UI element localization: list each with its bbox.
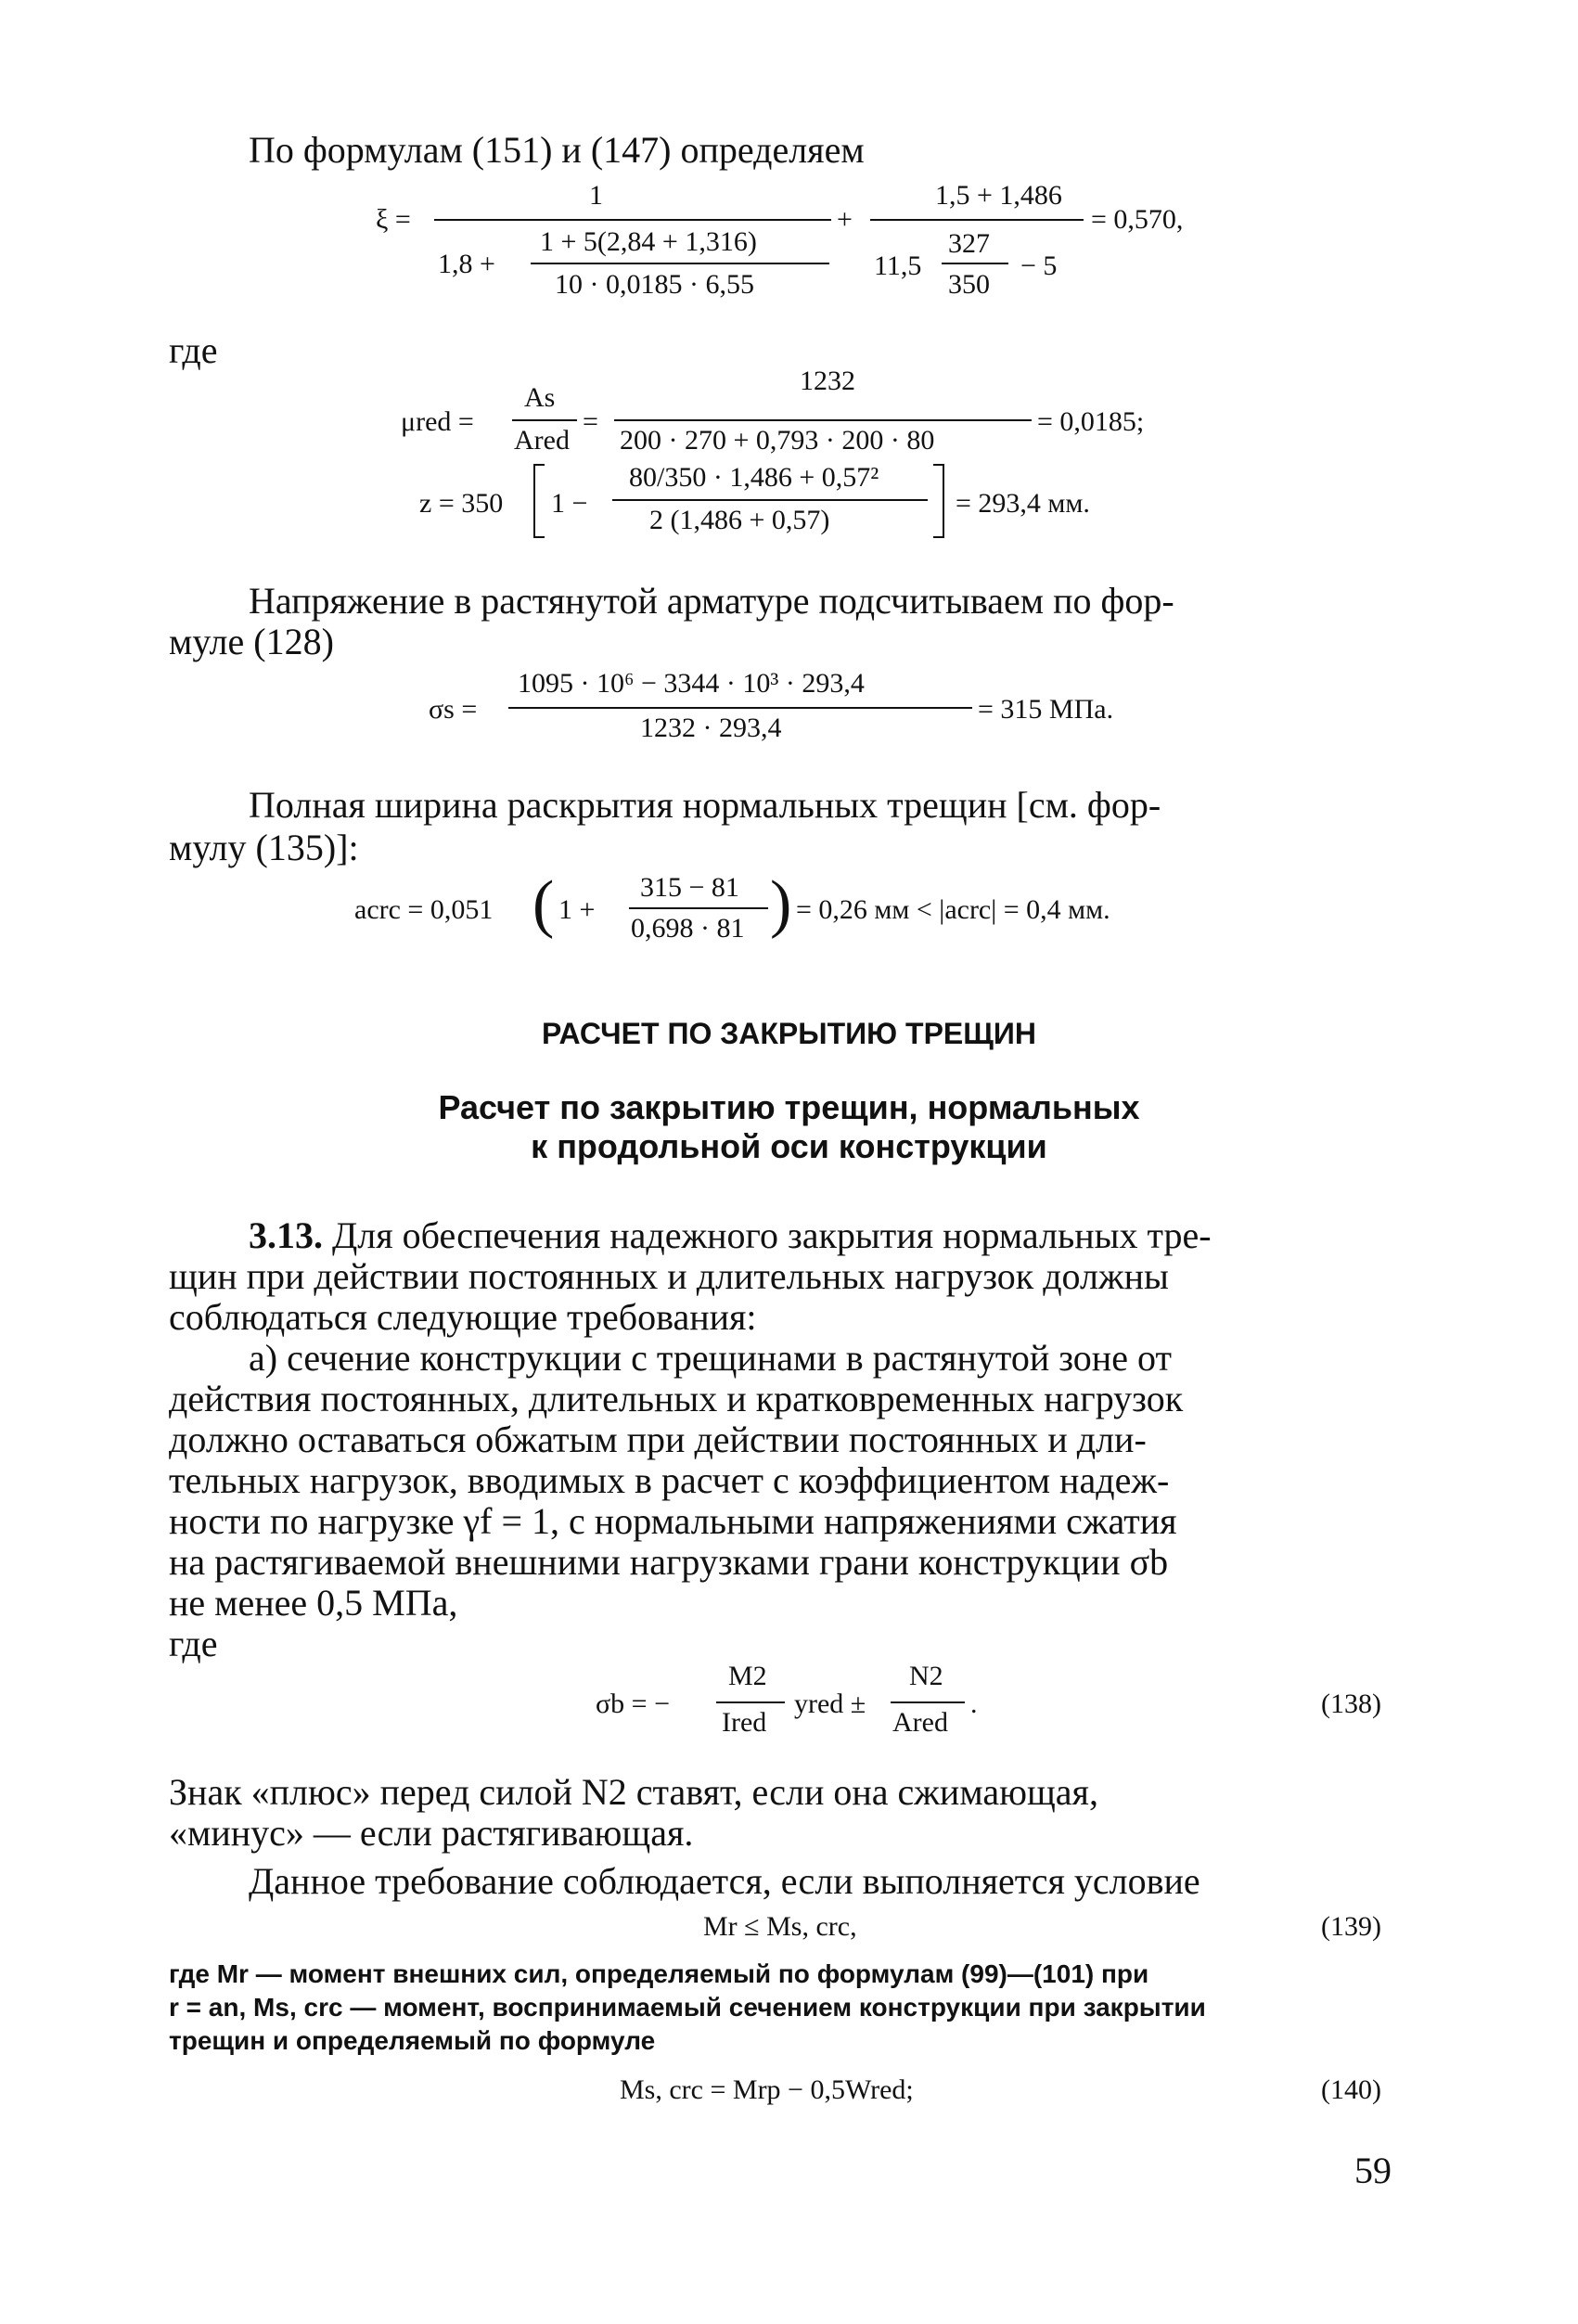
eq138-tail: . (970, 1688, 978, 1719)
xi-f1-bar (434, 219, 831, 221)
width-para-line2: мулу (135)]: (169, 827, 359, 868)
mu-lhs: μred = (401, 406, 474, 437)
xi-f2-inner-num: 327 (948, 228, 990, 259)
sigma-s-lhs: σs = (429, 694, 478, 725)
page-number: 59 (1354, 2150, 1392, 2191)
note-line-0: где Mr — момент внешних сил, определяемый по формулам (99)—(101) при (169, 1959, 1149, 1988)
z-bar (612, 499, 928, 501)
eq139-number: (139) (1321, 1911, 1381, 1942)
eq138-f2-num: N2 (909, 1661, 943, 1691)
xi-f2-inner-bar (942, 263, 1008, 264)
eq140-text: Ms, crc = Mrp − 0,5Wred; (620, 2074, 914, 2105)
eq139-text: Mr ≤ Ms, crc, (703, 1911, 857, 1942)
mu-result: = 0,0185; (1037, 406, 1145, 437)
p313-line-7: ности по нагрузке γf = 1, с нормальными напряжениями сжатия (169, 1500, 1177, 1542)
mu-f1-bar (512, 419, 577, 421)
p313-line-2: соблюдаться следующие требования: (169, 1296, 757, 1338)
z-bracket-left (533, 464, 545, 538)
p313-line-0 (249, 1214, 1212, 1256)
subsection-heading-line2: к продольной оси конструкции (531, 1127, 1047, 1165)
p313-line-9: не менее 0,5 МПа, (169, 1582, 458, 1624)
sign-line-1: «минус» — если растягивающая. (169, 1812, 694, 1854)
acrc-paren-left: ( (532, 868, 555, 940)
acrc-result: = 0,26 мм < |acrc| = 0,4 мм. (796, 894, 1110, 925)
z-one-minus: 1 − (551, 488, 588, 519)
p313-line-10: где (169, 1623, 218, 1664)
xi-f1-num: 1 (589, 180, 603, 211)
z-bracket-right (933, 464, 944, 538)
mu-f2-den: 200 · 270 + 0,793 · 200 · 80 (620, 425, 935, 456)
xi-f2-inner-den: 350 (948, 269, 990, 300)
acrc-lhs: acrc = 0,051 (354, 894, 494, 925)
z-num: 80/350 · 1,486 + 0,57² (629, 462, 879, 493)
sigma-s-den: 1232 · 293,4 (640, 713, 782, 743)
p313-line-4: действия постоянных, длительных и кратковременных нагрузок (169, 1378, 1184, 1419)
intro-text: По формулам (151) и (147) определяем (249, 129, 865, 171)
xi-f2-bar (870, 219, 1084, 221)
xi-lhs: ξ = (376, 204, 411, 235)
z-lhs: z = 350 (419, 488, 504, 519)
p313-line-3: а) сечение конструкции с трещинами в растянутой зоне от (249, 1337, 1172, 1379)
xi-f2-den-tail: − 5 (1020, 250, 1058, 281)
sigma-s-bar (508, 707, 972, 709)
eq138-f2-den: Ared (892, 1707, 948, 1738)
eq138-f1-den: Ired (722, 1707, 767, 1738)
p313-number: 3.13. (249, 1214, 323, 1256)
acrc-den: 0,698 · 81 (631, 913, 745, 944)
p313-line-8: на растягиваемой внешними нагрузками грани конструкции σb (169, 1541, 1169, 1583)
p313-line-5: должно оставаться обжатым при действии постоянных и дли- (169, 1419, 1147, 1460)
xi-f2-den-lead: 11,5 (874, 250, 922, 281)
eq138-number: (138) (1321, 1688, 1381, 1719)
sigma-s-result: = 315 МПа. (978, 694, 1114, 725)
sign-line-0: Знак «плюс» перед силой N2 ставят, если она сжимающая, (169, 1771, 1098, 1813)
p313-line-0-text: Для обеспечения надежного закрытия нормальных тре- (323, 1214, 1212, 1256)
mu-eq: = (583, 406, 598, 437)
xi-f1-inner-bar (531, 263, 829, 264)
acrc-paren-right: ) (770, 868, 792, 940)
condition-line: Данное требование соблюдается, если выполняется условие (249, 1860, 1200, 1902)
width-para-line1: Полная ширина раскрытия нормальных трещин [см. фор- (249, 784, 1161, 826)
subsection-heading-line1: Расчет по закрытию трещин, нормальных (438, 1088, 1140, 1126)
p313-line-1: щин при действии постоянных и длительных нагрузок должны (169, 1255, 1169, 1297)
mu-f2-bar (614, 419, 1032, 421)
stress-para-line2: муле (128) (169, 621, 334, 662)
z-result: = 293,4 мм. (956, 488, 1090, 519)
acrc-one-plus: 1 + (558, 894, 596, 925)
sigma-s-num: 1095 · 10⁶ − 3344 · 10³ · 293,4 (518, 668, 865, 699)
mu-f1-num: As (524, 382, 556, 413)
eq138-f1-bar (716, 1701, 785, 1703)
note-line-1: r = an, Ms, crc — момент, воспринимаемый сечением конструкции при закрытии (169, 1993, 1206, 2022)
p313-line-6: тельных нагрузок, вводимых в расчет с коэффициентом надеж- (169, 1459, 1170, 1501)
stress-para-line1: Напряжение в растянутой арматуре подсчитываем по фор- (249, 580, 1174, 622)
eq140-number: (140) (1321, 2074, 1381, 2105)
eq138-f1-num: M2 (728, 1661, 767, 1691)
note-line-2: трещин и определяемый по формуле (169, 2026, 656, 2055)
xi-f1-inner-num: 1 + 5(2,84 + 1,316) (540, 226, 757, 257)
xi-f1-den-lead: 1,8 + (438, 249, 495, 279)
acrc-num: 315 − 81 (640, 872, 739, 903)
eq138-f2-bar (891, 1701, 965, 1703)
acrc-bar (629, 907, 768, 909)
section-heading: РАСЧЕТ ПО ЗАКРЫТИЮ ТРЕЩИН (542, 1017, 1036, 1050)
xi-result: = 0,570, (1091, 204, 1184, 235)
eq138-mid: yred ± (794, 1688, 866, 1719)
xi-plus: + (837, 204, 853, 235)
mu-f2-num: 1232 (800, 366, 855, 396)
mu-f1-den: Ared (514, 425, 570, 456)
eq138-lhs: σb = − (596, 1688, 671, 1719)
xi-f1-inner-den: 10 · 0,0185 · 6,55 (555, 269, 754, 300)
z-den: 2 (1,486 + 0,57) (649, 505, 830, 535)
xi-f2-num: 1,5 + 1,486 (935, 180, 1062, 211)
where-label: где (169, 329, 218, 371)
